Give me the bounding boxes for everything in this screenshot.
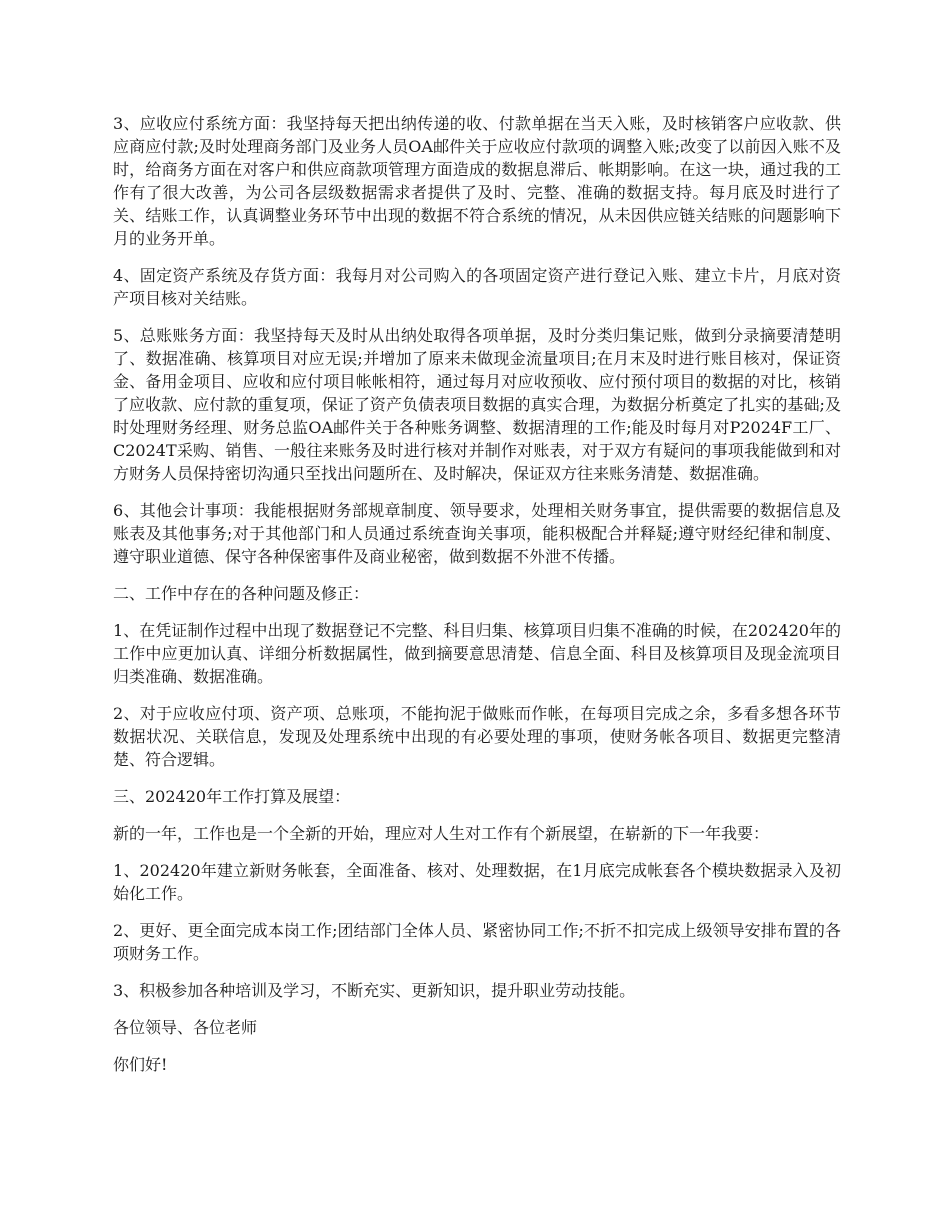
section-heading-problems: 二、工作中存在的各种问题及修正： xyxy=(113,584,370,603)
section-heading-plans: 三、202420年工作打算及展望： xyxy=(113,787,351,806)
paragraph-plan-3: 3、积极参加各种培训及学习，不断充实、更新知识，提升职业劳动技能。 xyxy=(113,981,636,1000)
paragraph-plan-1: 1、202420年建立新财务帐套，全面准备、核对、处理数据，在1月底完成帐套各个模块数据录入及初始化工作。 xyxy=(113,861,841,903)
greeting-line: 各位领导、各位老师 xyxy=(113,1018,258,1037)
paragraph-other-accounting: 6、其他会计事项：我能根据财务部规章制度、领导要求，处理相关财务事宜，提供需要的数据信息及账表及其他事务;对于其他部门和人员通过系统查询关事项，能积极配合并释疑;遵守财经纪律和制度、遵守职业道德、保守各种保密事件及商业秘密，做到数据不外泄不传播。 xyxy=(113,501,841,566)
paragraph-fixed-assets: 4、固定资产系统及存货方面：我每月对公司购入的各项固定资产进行登记入账、建立卡片，月底对资产项目核对关结账。 xyxy=(113,266,841,308)
paragraph-plans-intro: 新的一年，工作也是一个全新的开始，理应对人生对工作有个新展望，在崭新的下一年我要： xyxy=(113,824,770,843)
paragraph-problem-1: 1、在凭证制作过程中出现了数据登记不完整、科目归集、核算项目归集不准确的时候，在202420年的工作中应更加认真、详细分析数据属性，做到摘要意思清楚、信息全面、科目及核算项目及现金流项目归类准确、数据准确。 xyxy=(113,621,841,686)
paragraph-ar-ap-system: 3、应收应付系统方面：我坚持每天把出纳传递的收、付款单据在当天入账，及时核销客户应收款、供应商应付款;及时处理商务部门及业务人员OA邮件关于应收应付款项的调整入账;改变了以前因入账不及时，给商务方面在对客户和供应商款项管理方面造成的数据息滞后、帐期影响。在这一块，通过我的工作有了很大改善，为公司各层级数据需求者提供了及时、完整、准确的数据支持。每月底及时进行了关、结账工作，认真调整业务环节中出现的数据不符合系统的情况，从未因供应链关结账的问题影响下月的业务开单。 xyxy=(113,114,841,248)
paragraph-general-ledger: 5、总账账务方面：我坚持每天及时从出纳处取得各项单据，及时分类归集记账，做到分录摘要清楚明了、数据准确、核算项目对应无误;并增加了原来未做现金流量项目;在月末及时进行账目核对，保证资金、备用金项目、应收和应付项目帐帐相符，通过每月对应收预收、应付预付项目的数据的对比，核销了应收款、应付款的重复项，保证了资产负债表项目数据的真实合理，为数据分析奠定了扎实的基础;及时处理财务经理、财务总监OA邮件关于各种账务调整、数据清理的工作;能及时每月对P2024F工厂、C2024T采购、销售、一般往来账务及时进行核对并制作对账表，对于双方有疑问的事项我能做到和对方财务人员保持密切沟通只至找出问题所在、及时解决，保证双方往来账务清楚、数据准确。 xyxy=(113,326,841,483)
paragraph-plan-2: 2、更好、更全面完成本岗工作;团结部门全体人员、紧密协同工作;不折不扣完成上级领导安排布置的各项财务工作。 xyxy=(113,921,841,963)
paragraph-problem-2: 2、对于应收应付项、资产项、总账项，不能拘泥于做账而作帐，在每项目完成之余，多看多想各环节数据状况、关联信息，发现及处理系统中出现的有必要处理的事项，使财务帐各项目、数据更完整清楚、符合逻辑。 xyxy=(113,704,841,769)
greeting-hello: 你们好! xyxy=(113,1055,168,1074)
document-body xyxy=(113,112,841,1090)
